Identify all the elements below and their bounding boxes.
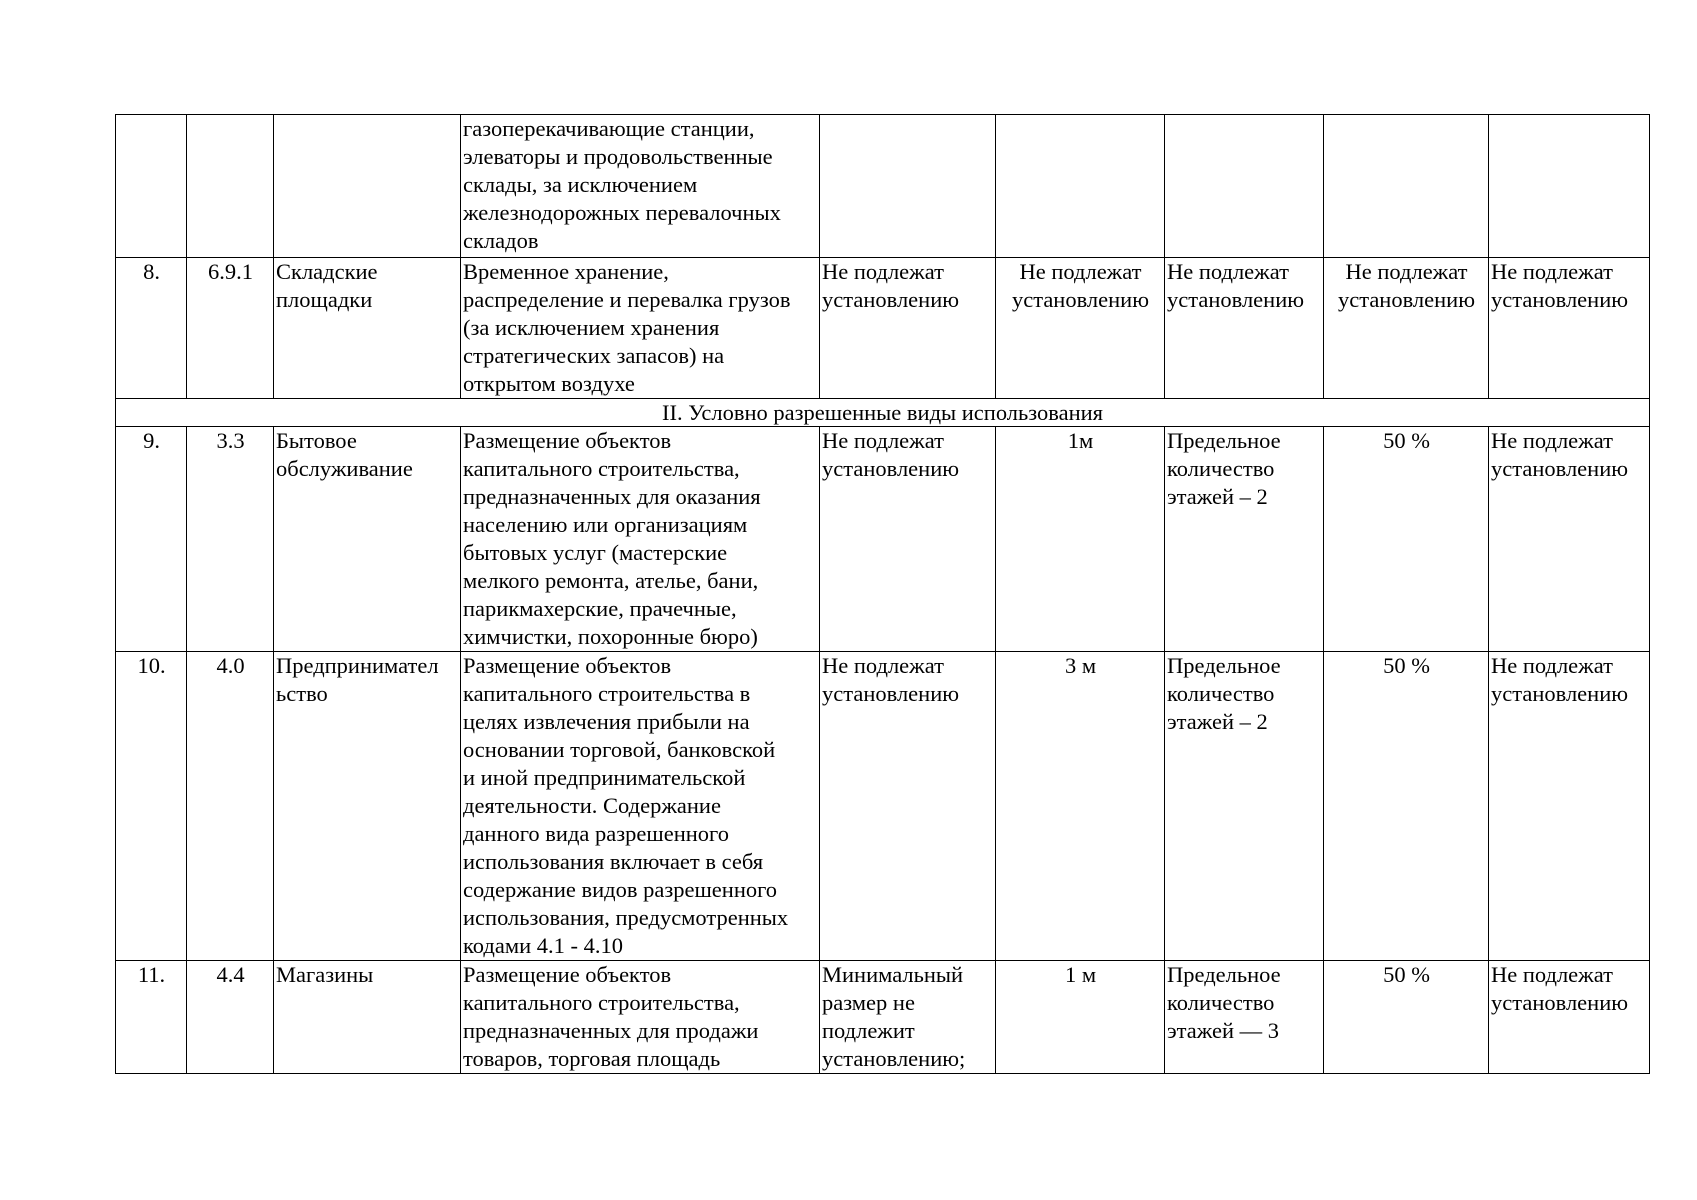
section-title: II. Условно разрешенные виды использования — [116, 399, 1650, 427]
cell-floors: Предельное количество этажей — 3 — [1165, 961, 1324, 1074]
table-row — [116, 961, 1650, 1074]
cell-plot-size: Не подлежат установлению — [820, 258, 996, 399]
cell-floors: Предельное количество этажей – 2 — [1165, 652, 1324, 961]
cell-code: 6.9.1 — [187, 258, 274, 399]
cell-setback: 1м — [996, 427, 1165, 652]
cell-number — [116, 115, 187, 258]
cell-use-name: Бытовое обслуживание — [274, 427, 461, 652]
cell-description: Временное хранение, распределение и перевалка грузов (за исключением хранения стратегических запасов) на открытом воздухе — [461, 258, 820, 399]
cell-other: Не подлежат установлению — [1489, 652, 1650, 961]
cell-description: Размещение объектов капитального строительства, предназначенных для продажи товаров, торговая площадь — [461, 961, 820, 1074]
cell-plot-size: Не подлежат установлению — [820, 427, 996, 652]
cell-floors: Предельное количество этажей – 2 — [1165, 427, 1324, 652]
table-row — [116, 427, 1650, 652]
cell-description: Размещение объектов капитального строительства, предназначенных для оказания населению или организациям бытовых услуг (мастерские мелкого ремонта, ателье, бани, парикмахерские, прачечные, химчистки, похоронные бюро) — [461, 427, 820, 652]
table-row — [116, 258, 1650, 399]
cell-coverage: 50 % — [1324, 652, 1489, 961]
cell-coverage: 50 % — [1324, 961, 1489, 1074]
cell-use-name — [274, 115, 461, 258]
cell-coverage: Не подлежат установлению — [1324, 258, 1489, 399]
cell-code — [187, 115, 274, 258]
cell-floors — [1165, 115, 1324, 258]
cell-setback: 3 м — [996, 652, 1165, 961]
cell-other — [1489, 115, 1650, 258]
cell-number: 8. — [116, 258, 187, 399]
table-row — [116, 652, 1650, 961]
cell-setback — [996, 115, 1165, 258]
land-use-regulations-table — [115, 114, 1650, 1074]
table-row-continuation — [116, 115, 1650, 258]
cell-use-name: Магазины — [274, 961, 461, 1074]
cell-plot-size: Не подлежат установлению — [820, 652, 996, 961]
cell-other: Не подлежат установлению — [1489, 961, 1650, 1074]
section-header-row — [116, 399, 1650, 427]
cell-number: 9. — [116, 427, 187, 652]
cell-use-name: Предпринимател ьство — [274, 652, 461, 961]
cell-floors: Не подлежат установлению — [1165, 258, 1324, 399]
cell-other: Не подлежат установлению — [1489, 427, 1650, 652]
cell-code: 3.3 — [187, 427, 274, 652]
cell-code: 4.4 — [187, 961, 274, 1074]
cell-coverage: 50 % — [1324, 427, 1489, 652]
cell-number: 11. — [116, 961, 187, 1074]
cell-setback: Не подлежат установлению — [996, 258, 1165, 399]
cell-plot-size: Минимальный размер не подлежит установлению; — [820, 961, 996, 1074]
cell-number: 10. — [116, 652, 187, 961]
cell-use-name: Складские площадки — [274, 258, 461, 399]
cell-plot-size — [820, 115, 996, 258]
cell-description: газоперекачивающие станции, элеваторы и продовольственные склады, за исключением железнодорожных перевалочных складов — [461, 115, 820, 258]
cell-description: Размещение объектов капитального строительства в целях извлечения прибыли на основании торговой, банковской и иной предпринимательской деятельности. Содержание данного вида разрешенного использования включает в себя содержание видов разрешенного использования, предусмотренных кодами 4.1 - 4.10 — [461, 652, 820, 961]
cell-code: 4.0 — [187, 652, 274, 961]
cell-coverage — [1324, 115, 1489, 258]
cell-other: Не подлежат установлению — [1489, 258, 1650, 399]
cell-setback: 1 м — [996, 961, 1165, 1074]
